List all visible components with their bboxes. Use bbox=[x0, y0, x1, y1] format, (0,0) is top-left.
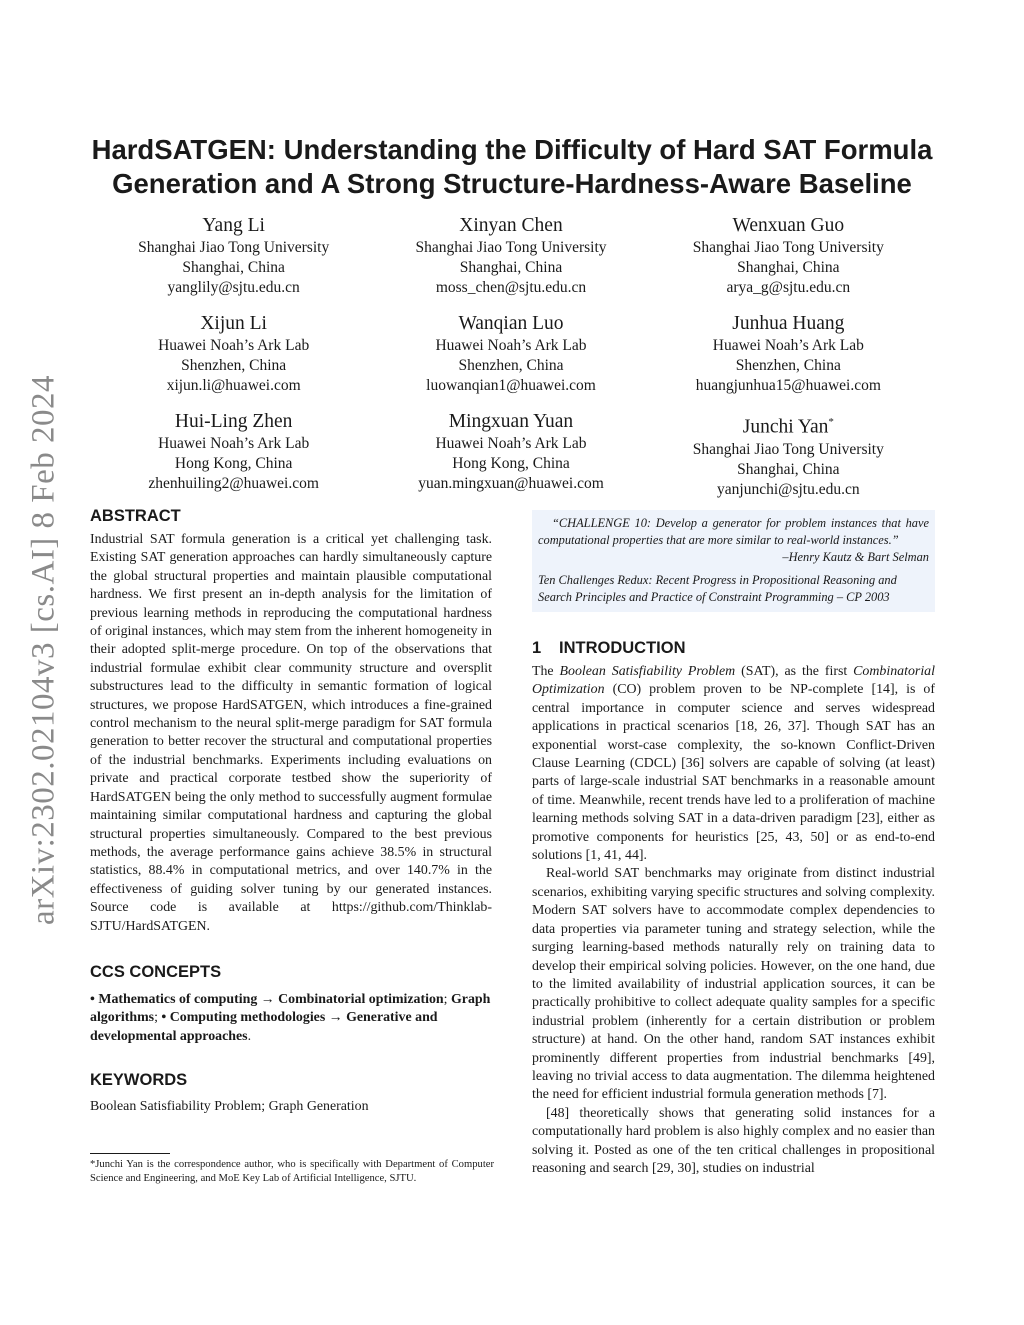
author-affiliation: Huawei Noah’s Ark Lab bbox=[158, 337, 310, 354]
author-affiliation: Huawei Noah’s Ark Lab bbox=[435, 337, 587, 354]
ccs-separator-1: ; bbox=[443, 991, 448, 1007]
keywords-text: Boolean Satisfiability Problem; Graph Generation bbox=[90, 1099, 369, 1115]
intro-paragraph-2: Real-world SAT benchmarks may originate from distinct industrial scenarios, exhibiting varying specific structures and solving complexity. Modern SAT solvers have to accommodate complex dependencies to data properties via parameter tuning and strategy selection, while the surging learning-based methods naturally rely on training data to develop their empirical solving policies. However, on the one hand, due to the limited availability of industrial application sources, it can be practically prohibitive to collect adequate quality samples for a specific industrial problem (inherently for a certain distribution or problem structure) at hand. On the other hand, random SAT instances exhibit prominently different properties from industrial benchmarks [49], leaving no trivial access to data augmentation. The dilemma heightened the need for efficient industrial formula generation methods [7]. bbox=[532, 866, 935, 1103]
author-affiliation: Shanghai Jiao Tong University bbox=[415, 239, 607, 256]
author-block bbox=[372, 214, 649, 298]
author-block bbox=[372, 312, 649, 396]
abstract-section bbox=[90, 506, 492, 936]
author-location: Hong Kong, China bbox=[174, 455, 293, 472]
arxiv-id-text: arXiv:2302.02104v3 [cs.AI] 8 Feb 2024 bbox=[25, 374, 62, 926]
left-column bbox=[90, 506, 492, 1117]
author-affiliation: Shanghai Jiao Tong University bbox=[692, 440, 884, 458]
ccs-concept-2: Graph algorithms bbox=[90, 991, 491, 1026]
right-column bbox=[532, 510, 935, 1178]
corresponding-author-mark: * bbox=[828, 416, 834, 428]
author-block bbox=[95, 312, 372, 396]
title-line-2: Generation and A Strong Structure-Hardness-Aware Baseline bbox=[112, 168, 912, 199]
epigraph-quote: “CHALLENGE 10: Develop a generator for problem instances that have computational properties that are more similar to real-world instances.” bbox=[538, 516, 929, 547]
author-name-text: Junchi Yan bbox=[742, 416, 829, 438]
author-location: Shanghai, China bbox=[459, 259, 563, 276]
text-run: (SAT), as the first bbox=[735, 664, 854, 679]
author-grid bbox=[95, 214, 927, 500]
ccs-concepts-text bbox=[90, 991, 492, 1046]
paper-title bbox=[60, 133, 964, 201]
author-name: Hui-Ling Zhen bbox=[174, 411, 293, 432]
section-title: INTRODUCTION bbox=[559, 639, 686, 657]
author-email: zhenhuiling2@huawei.com bbox=[148, 475, 319, 492]
ccs-concepts-section bbox=[90, 962, 492, 1046]
author-affiliation: Huawei Noah’s Ark Lab bbox=[435, 435, 587, 452]
author-block bbox=[650, 312, 927, 396]
author-location: Shenzhen, China bbox=[735, 357, 841, 374]
author-email: luowanqian1@huawei.com bbox=[426, 377, 596, 394]
author-name: Wanqian Luo bbox=[458, 313, 564, 334]
ccs-separator-2: ; bbox=[154, 1010, 162, 1026]
ccs-concept-3: • Computing methodologies → Generative and developmental approaches bbox=[90, 1010, 438, 1044]
author-email: yanglily@sjtu.edu.cn bbox=[167, 279, 300, 296]
title-line-1: HardSATGEN: Understanding the Difficulty of Hard SAT Formula bbox=[91, 134, 933, 165]
footnote-rule bbox=[90, 1153, 170, 1154]
text-run: The bbox=[532, 664, 560, 679]
author-location: Shenzhen, China bbox=[181, 357, 287, 374]
author-affiliation: Huawei Noah’s Ark Lab bbox=[158, 435, 310, 452]
ccs-heading: CCS CONCEPTS bbox=[90, 962, 222, 981]
author-block bbox=[95, 214, 372, 298]
section-number: 1 bbox=[532, 639, 542, 657]
author-email: yuan.mingxuan@huawei.com bbox=[418, 475, 604, 492]
author-location: Shanghai, China bbox=[737, 259, 840, 276]
author-block bbox=[650, 214, 927, 298]
author-name: Yang Li bbox=[202, 215, 265, 236]
author-name: Mingxuan Yuan bbox=[448, 411, 574, 432]
keywords-heading: KEYWORDS bbox=[90, 1071, 188, 1090]
abstract-text: Industrial SAT formula generation is a critical yet challenging task. Existing SAT generation approaches can hardly simultaneously capture the global structural properties and maintain plausible computational hardness. We first present an in-depth analysis for the limitation of previous learning methods in reproducing the computational hardness of original instances, which may stem from the inherent homogeneity in their adopted split-merge procedure. On top of the observations that industrial formulae exhibit clear community structure and oversplit substructures lead to the difficulty in semantic formation of logical structures, we propose HardSATGEN, which introduces a fine-grained control mechanism to the neural split-merge paradigm for SAT formula generation to better recover the structural and computational properties of the industrial benchmarks. Experiments including evaluations on private and practical corporate testbed show the superiority of HardSATGEN being the only method to successfully augment formulae maintaining similar computational hardness and capturing the global structural properties simultaneously. Compared to the best previous methods, the average performance gains achieve 38.5% in structural statistics, 88.4% in computational metrics, and over 140.7% in the effectiveness of guiding solver tuning by our generated instances. Source code is available at https://github.com/Thinklab-SJTU/HardSATGEN. bbox=[90, 532, 492, 934]
author-location: Shanghai, China bbox=[737, 460, 840, 478]
footnote: *Junchi Yan is the correspondence author, who is specifically with Department of Computer Science and Engineering, and MoE Key Lab of Artificial Intelligence, SJTU. bbox=[90, 1159, 494, 1184]
author-block bbox=[650, 410, 927, 500]
emphasis-term: Boolean Satisfiability Problem bbox=[559, 664, 736, 679]
author-name: Xinyan Chen bbox=[459, 215, 563, 236]
author-affiliation: Shanghai Jiao Tong University bbox=[138, 239, 330, 256]
author-block bbox=[95, 410, 372, 500]
keywords-section bbox=[90, 1070, 492, 1116]
author-email: moss_chen@sjtu.edu.cn bbox=[435, 279, 587, 296]
author-affiliation: Shanghai Jiao Tong University bbox=[692, 239, 884, 256]
epigraph-box bbox=[532, 510, 935, 612]
author-location: Hong Kong, China bbox=[452, 455, 570, 472]
epigraph-source: Ten Challenges Redux: Recent Progress in Propositional Reasoning and Search Principles and Practice of Constraint Programming – CP 2003 bbox=[538, 573, 897, 604]
intro-paragraph-3: [48] theoretically shows that generating solid instances for a computationally hard problem is also highly complex and no easier than solving it. Posted as one of the ten critical challenges in propositional reasoning and search [29, 30], studies on industrial bbox=[532, 1105, 935, 1176]
text-run: (CO) problem proven to be NP-complete [14], is of central importance in computer science and serves widespread applications in practical scenarios [18, 26, 37]. Though SAT has an exponential worst-case complexity, the so-known Conflict-Driven Clause Learning (CDCL) [36] solvers are capable of solving (at least) parts of large-scale industrial SAT benchmarks in a reasonable amount of time. Meanwhile, recent trends have led to a proliferation of machine learning methods solving SAT in a data-driven paradigm [23], either as promotive components for heuristics [25, 43, 50] or as end-to-end solutions [1, 41, 44]. bbox=[532, 682, 935, 864]
epigraph-attribution: –Henry Kautz & Bart Selman bbox=[782, 550, 929, 564]
author-email: huangjunhua15@huawei.com bbox=[695, 377, 881, 394]
author-email: xijun.li@huawei.com bbox=[166, 377, 301, 394]
emphasis-term: Combinatorial Optimization bbox=[532, 664, 935, 698]
author-name bbox=[650, 410, 927, 440]
author-email: arya_g@sjtu.edu.cn bbox=[726, 279, 851, 296]
abstract-heading: ABSTRACT bbox=[90, 507, 181, 525]
author-affiliation: Huawei Noah’s Ark Lab bbox=[712, 337, 864, 354]
author-block bbox=[372, 410, 649, 500]
author-name: Wenxuan Guo bbox=[732, 215, 845, 236]
ccs-concept-1: • Mathematics of computing → Combinatorial optimization bbox=[90, 991, 444, 1007]
introduction-section bbox=[532, 638, 935, 1178]
author-location: Shenzhen, China bbox=[458, 357, 564, 374]
ccs-end: . bbox=[247, 1028, 252, 1044]
author-name: Junhua Huang bbox=[732, 313, 845, 334]
author-email: yanjunchi@sjtu.edu.cn bbox=[717, 480, 860, 498]
author-name: Xijun Li bbox=[200, 313, 267, 334]
intro-paragraph-1 bbox=[532, 663, 935, 865]
author-location: Shanghai, China bbox=[182, 259, 285, 276]
introduction-heading bbox=[532, 638, 935, 659]
